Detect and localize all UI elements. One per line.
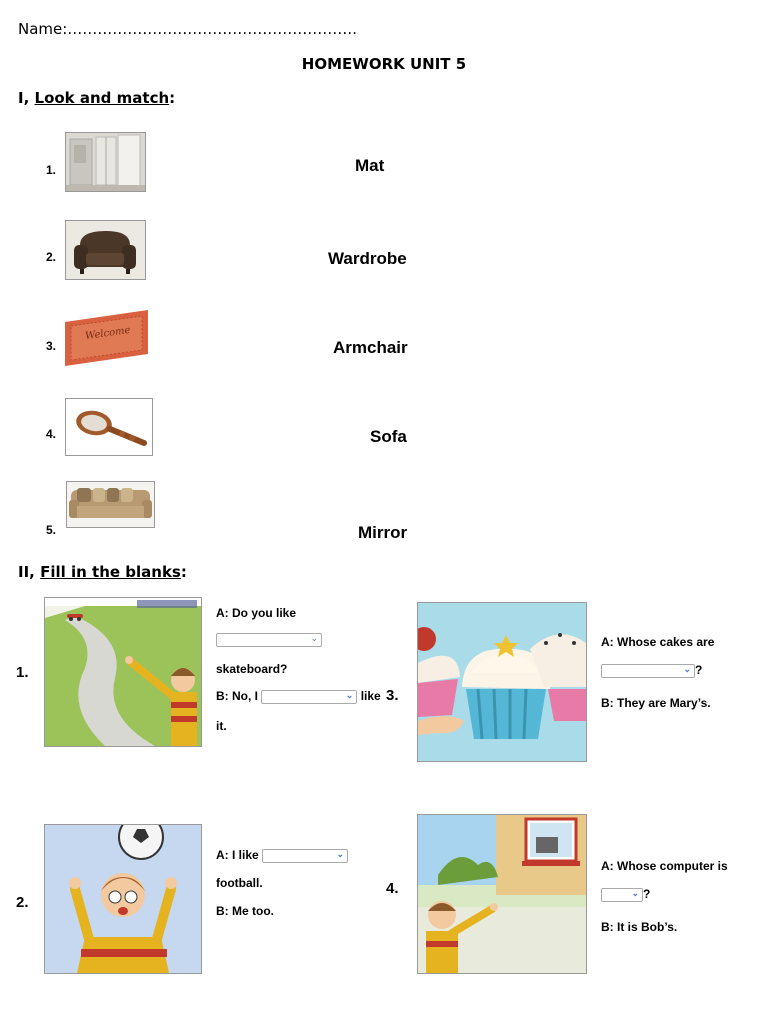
q4-question-mark: ? (643, 887, 651, 901)
match-word-4: Sofa (370, 427, 407, 446)
q4-line-blank (601, 887, 650, 902)
doormat-text: Welcome (84, 324, 132, 343)
section1-title: Look and match (34, 89, 170, 107)
q3-dropdown[interactable] (601, 664, 695, 678)
page-title (0, 55, 768, 73)
section2-heading (18, 563, 187, 581)
skateboard-picture (44, 597, 202, 747)
q1-b-start: B: No, I (216, 689, 258, 703)
q3-line-blank (601, 663, 702, 678)
match-num-2: 2. (46, 250, 57, 264)
q3-line-a: A: Whose cakes are (601, 635, 715, 649)
match-num-1: 1. (46, 163, 57, 177)
q4-line-b: B: It is Bob’s. (601, 920, 678, 934)
match-word-3: Armchair (333, 338, 408, 357)
q4-number: 4. (386, 880, 399, 897)
q2-line-2: football. (216, 876, 263, 890)
q2-line-a (216, 848, 348, 863)
q1-dropdown-1[interactable] (216, 633, 322, 647)
name-label: Name:…………………………………………………. (18, 20, 358, 38)
q1-dropdown-2[interactable] (261, 690, 357, 704)
q1-number: 1. (16, 664, 29, 681)
computer-picture (417, 814, 587, 974)
q1-blank-1[interactable] (216, 631, 322, 649)
match-word-2: Wardrobe (328, 249, 407, 268)
q1-line-b (216, 689, 381, 704)
match-num-3: 3. (46, 339, 57, 353)
q1-line-a: A: Do you like (216, 606, 297, 620)
q3-question-mark: ? (695, 663, 703, 677)
title-text: HOMEWORK UNIT 5 (301, 55, 467, 73)
q2-number: 2. (16, 894, 29, 911)
match-num-5: 5. (46, 523, 57, 537)
match-word-1: Mat (355, 156, 385, 175)
mirror-photo (65, 398, 153, 456)
section1-suffix: : (169, 89, 176, 107)
q2-a-start: A: I like (216, 848, 259, 862)
q4-line-a: A: Whose computer is (601, 859, 728, 873)
armchair-photo (65, 220, 146, 280)
q2-line-b: B: Me too. (216, 904, 274, 918)
q4-dropdown[interactable] (601, 888, 643, 902)
section1-heading (18, 89, 175, 107)
q3-number: 3. (386, 687, 399, 704)
q1-b-end: like (360, 689, 381, 703)
chevron-down-icon: ⌄ (336, 848, 345, 859)
section1-prefix: I, (18, 89, 35, 107)
chevron-down-icon: ⌄ (683, 663, 691, 674)
cupcakes-picture (417, 602, 587, 762)
match-num-4: 4. (46, 427, 57, 441)
wardrobe-photo (65, 132, 146, 192)
q2-dropdown[interactable] (262, 849, 348, 863)
chevron-down-icon: ⌄ (631, 887, 639, 898)
football-picture (44, 824, 202, 974)
sofa-photo (66, 481, 155, 528)
mat-photo (65, 310, 148, 366)
section2-suffix: : (180, 563, 187, 581)
q1-line-4: it. (216, 719, 227, 733)
section2-title: Fill in the blanks (40, 563, 181, 581)
q3-line-b: B: They are Mary’s. (601, 696, 711, 710)
chevron-down-icon: ⌄ (345, 689, 354, 700)
chevron-down-icon: ⌄ (310, 632, 318, 643)
match-word-5: Mirror (358, 523, 408, 542)
section2-prefix: II, (18, 563, 41, 581)
q1-line-2: skateboard? (216, 662, 288, 676)
